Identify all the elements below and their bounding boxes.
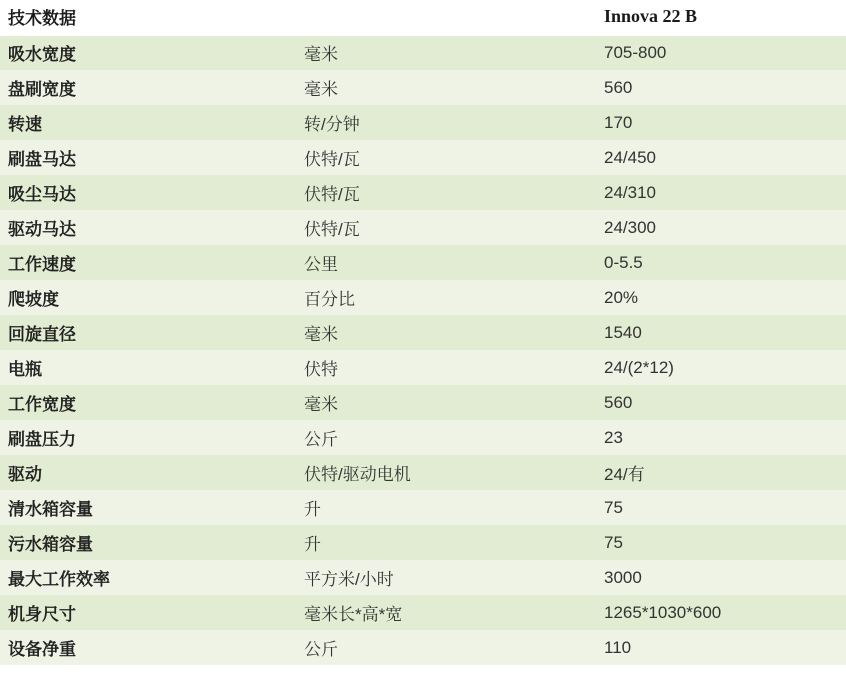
cell-value: 170 [604,112,633,132]
table-row [0,630,846,665]
table-row [0,315,846,350]
table-header-row [0,0,846,35]
cell-value: 20% [604,287,639,307]
cell-unit: 公里 [304,255,338,274]
cell-value: 3000 [604,567,642,587]
cell-value: 1540 [604,322,642,342]
cell-parameter: 刷盘压力 [8,430,76,449]
table-row [0,490,846,525]
cell-parameter: 吸水宽度 [8,45,76,65]
cell-value: 0-5.5 [604,252,643,272]
table-row [0,70,846,105]
cell-unit: 升 [304,535,321,554]
table-row [0,245,846,280]
cell-parameter: 驱动马达 [8,220,76,239]
cell-unit: 伏特/瓦 [304,185,360,204]
table-row [0,595,846,630]
header-parameter-label: 技术数据 [0,0,296,35]
cell-unit: 百分比 [304,290,355,309]
cell-value: 110 [604,637,632,657]
cell-parameter: 驱动 [8,465,42,484]
cell-value: 24/有 [604,465,645,484]
cell-unit: 伏特/瓦 [304,150,360,169]
cell-value: 705-800 [604,42,667,62]
cell-parameter: 回旋直径 [8,325,76,344]
cell-parameter: 吸尘马达 [8,185,76,204]
cell-value: 24/450 [604,147,656,167]
header-model-label: Innova 22 B [596,0,846,35]
table-row [0,105,846,140]
table-row [0,455,846,490]
cell-parameter: 工作宽度 [8,395,76,414]
cell-parameter: 电瓶 [8,360,42,379]
cell-unit: 伏特 [304,360,338,379]
cell-parameter: 盘刷宽度 [8,80,76,99]
cell-value: 24/(2*12) [604,357,674,377]
cell-parameter: 爬坡度 [8,290,59,309]
cell-parameter: 清水箱容量 [8,500,93,519]
cell-unit: 毫米 [304,80,338,99]
cell-unit: 平方米/小时 [304,570,394,589]
cell-unit: 毫米 [304,45,338,65]
table-row [0,350,846,385]
table-row [0,35,846,70]
cell-unit: 公斤 [304,640,338,659]
table-row [0,175,846,210]
table-row [0,560,846,595]
cell-parameter: 设备净重 [8,640,76,659]
table-row [0,280,846,315]
table-row [0,385,846,420]
cell-value: 560 [604,392,633,412]
table-row [0,140,846,175]
cell-unit: 毫米 [304,395,338,414]
cell-unit: 毫米 [304,325,338,344]
cell-parameter: 刷盘马达 [8,150,76,169]
cell-value: 1265*1030*600 [604,602,722,622]
table-row [0,525,846,560]
table-row [0,210,846,245]
header-unit-label [296,0,596,35]
cell-unit: 转/分钟 [304,115,360,134]
cell-unit: 毫米长*高*宽 [304,605,403,624]
cell-unit: 伏特/驱动电机 [304,465,411,484]
cell-value: 75 [604,497,623,517]
cell-unit: 公斤 [304,430,338,449]
cell-parameter: 最大工作效率 [8,570,110,589]
cell-value: 560 [604,77,633,97]
cell-unit: 伏特/瓦 [304,220,360,239]
cell-parameter: 机身尺寸 [8,605,76,624]
cell-parameter: 转速 [8,115,42,134]
cell-value: 24/300 [604,217,656,237]
cell-value: 23 [604,427,623,447]
cell-unit: 升 [304,500,321,519]
table-row [0,420,846,455]
cell-parameter: 工作速度 [8,255,76,274]
cell-value: 75 [604,532,623,552]
cell-parameter: 污水箱容量 [8,535,93,554]
cell-value: 24/310 [604,182,656,202]
